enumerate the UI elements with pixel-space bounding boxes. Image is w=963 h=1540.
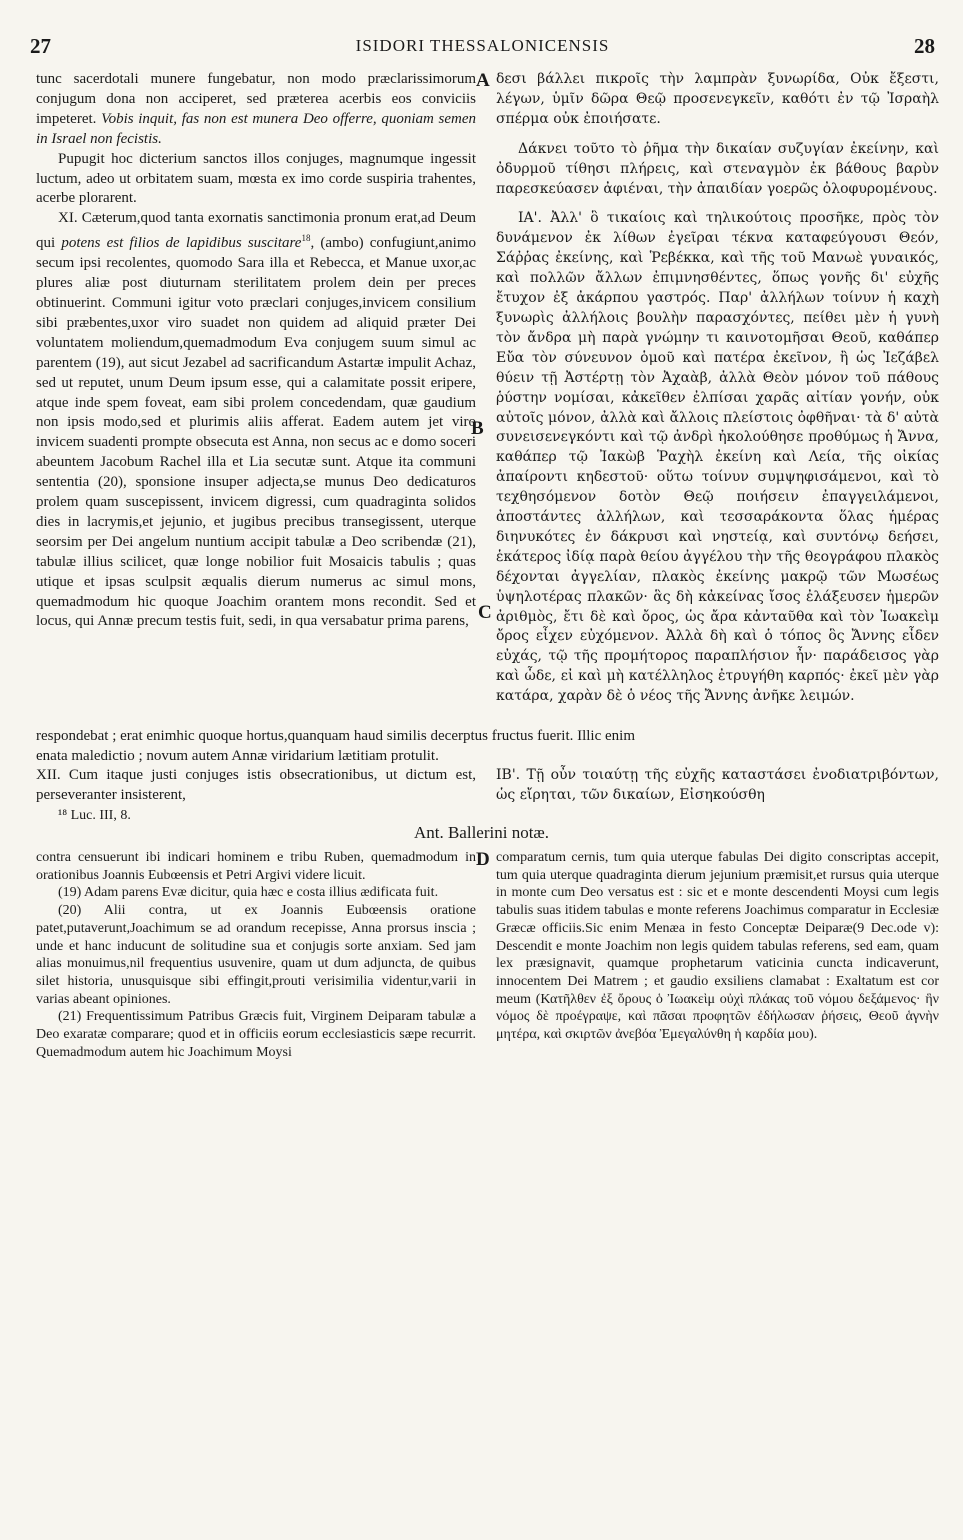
section-marker-b: B bbox=[471, 418, 484, 439]
section-marker-a: A bbox=[476, 70, 490, 91]
running-title: ISIDORI THESSALONICENSIS bbox=[355, 36, 610, 55]
page-header bbox=[30, 34, 935, 62]
greek-section-ib: ΙΒ'. Τῇ οὖν τοιαύτῃ τῆς εὐχῆς καταστάσει ἐνοδιατριβόντων, ὡς εἴρηται, τῶν δικαίων, Εἰσηκούσθη bbox=[496, 767, 939, 803]
greek-paragraph: ΙΑ'. Ἀλλ' ὃ τικαίοις καὶ τηλικούτοις προσῆκε, πρὸς τὸν δυνάμενον ἐκ λίθων ἐγεῖραι τέκνα καταφεύγουσι Θεόν, Σάῤῥας ἐκείνης, καὶ Ῥεβέκκα, καὶ τῆς τοῦ Μανωὲ γυναικός, καὶ πολλῶν ἄλλων ἐπιμνησθέντες, ὅπως γονῆς δι' εὐχῆς ἔτυχον ἐξ ἀκάρπου γαστρός. Παρ' ἀλλήλων τοίνυν ἡ καχὴ ξυνωρὶς ἀλλήλοις βουλὴν παρασχόντες, πείθει μὲν ἡ γυνὴ τὸν ἄνδρα μὴ παρὰ γνώμην τι καινοτομῆσαι Θεοῦ, καθάπερ Εὔα τὸν σύνευνον ὁμοῦ καὶ πατέρα ἐκεῖνον, ἢ ὡς Ἰεζάβελ θύειν τῇ Ἀστέρτῃ τὸν Ἀχαὰβ, ἀλλὰ Θεὸν μόνον τοῦ πάθους ῥύστην νομίσαι, κἀκεῖθεν ἐλπίσαι χαρᾶς αἰτίαν γονήν, οὐκ αὐτοῖς μόνον, ἀλλὰ καὶ ἄλλοις πλείστοις ὀφθῆναι· τὰ δ' αὐτὰ συνεισενεγκόντι καὶ τῷ ἀνδρὶ ἠκολούθησε προθύμως ἡ Ἄννα, καθάπερ τῷ Ἰακὼβ Ῥαχὴλ ἐκείνη καὶ Λεία, τῆς οἰκίας ἀπαίροντι κηδεστοῦ· οὕτω τοίνυν συμψηφισάμενοι, καὶ τὸ τεχθησόμενον δοτὸν Θεῷ ποιήσειν ἐπαγγειλάμενοι, ἀποστάντες ἀλλήλων, καὶ τεσσαράκοντα ὅλας ἡμέρας διηνυκότες ἐν δάκρυσι καὶ νηστείᾳ, καὶ συντόνῳ δεήσει, ἑκάτερος ἰδίᾳ παρὰ θείου ἀγγέλου τὴν τῆς θεογράφου πλακὸς δέχονται ἀγγελίαν, πλακὸς ἐκείνης μακρῷ τῶν Μωσέως ὑψηλοτέρας πλακῶν· ἃς δὴ κἀκείνας ἴσος ἐλάξευσεν ἡμερῶν ἀριθμὸς, ἔτι δὲ καὶ ὄρος, ὡς ἄρα κἀνταῦθα καὶ τὸν Ἰωακεὶμ ὄρος εἶχεν εὐχόμενον. Ἀλλὰ δὴ καὶ ὁ τόπος ὃς Ἄννης εἶδεν εὐχάς, τῷ τῆς προμήτορος παραπλήσιον ἦν· παράδεισος γὰρ καὶ ὧδε, εἰ καὶ μὴ κατέλληλος ἐτρυγήθη καρπός· ἐκεῖ μὲν γὰρ κατάρα, χαρὰν δὲ ὁ νέος τῆς Ἄννης ἀνῆκε λειμών. bbox=[496, 210, 939, 705]
notes-right-column bbox=[496, 849, 939, 1044]
note-paragraph: (20) Alii contra, ut ex Joannis Eubœensis oratione patet,putaverunt,Joachimum se ad orandum recepisse, Anna prorsus inscia ; unde et hanc inducunt de solitudine sua et conjugis sorte anxiam. Sed jam alias monuimus,nil frequentius usuvenire, quam ut dum adjuncta, de quibus silet historia, unusquisque sibi effingit,prouti verisimilia videntur,varii in varias abeant opiniones. bbox=[36, 903, 476, 1007]
latin-quote: Vobis inquit, fas non est munera Deo offerre, quoniam semen in Israel non fecistis. bbox=[36, 110, 476, 147]
section-marker-c: C bbox=[478, 602, 492, 623]
latin-column bbox=[36, 70, 476, 632]
footnote: ¹⁸ Luc. III, 8. bbox=[58, 808, 131, 823]
latin-quote: potens est filios de lapidibus suscitare bbox=[61, 235, 302, 252]
note-paragraph: contra censuerunt ibi indicari hominem e tribu Ruben, quemadmodum in orationibus Joannis Eubœensis et Petri Argivi videre licuit. bbox=[36, 850, 476, 883]
greek-column bbox=[496, 70, 939, 707]
full-width-line: enata maledictio ; novum autem Annæ viridarium lætitiam protulit. bbox=[36, 747, 439, 764]
greek-paragraph: Δάκνει τοῦτο τὸ ῥῆμα τὴν δικαίαν συζυγίαν ἐκείνην, καὶ ὀδυρμοῦ τίθησι πλήρεις, καὶ στεναγμὸν ἐκ βάθους βαρὺν παρεσκεύασεν ἀφιέναι, τὴν ἀπαιδίαν γοερῶς ὀλοφυρομένους. bbox=[496, 140, 939, 197]
latin-section-xii: XII. Cum itaque justi conjuges istis obsecrationibus, ut dictum est, perseveranter insisterent, bbox=[36, 767, 476, 803]
section-marker-d: D bbox=[476, 849, 490, 870]
greek-paragraph: δεσι βάλλει πικροῖς τὴν λαμπρὰν ξυνωρίδα, Οὐκ ἔξεστι, λέγων, ὑμῖν δῶρα Θεῷ προσενεγκεῖν, καθότι ἐν τῷ Ἰσραὴλ σπέρμα οὐκ ἐποιήσατε. bbox=[496, 71, 939, 127]
notes-left-column bbox=[36, 849, 476, 1061]
latin-paragraph bbox=[36, 209, 476, 632]
latin-text: XI. Cæterum,quod tanta exornatis sanctimonia pronum erat,ad Deum qui bbox=[36, 210, 476, 252]
note-paragraph: comparatum cernis, tum quia uterque fabulas Dei digito conscriptas accepit, tum quia uterque quadraginta dierum jejunium præmisit,et rursus quia uterque in monte cum Deo versatus est : sic et e monte descendenti Moysi cum legis tabulis suas itidem tabulas e monte referens Joachimus comparatur in Ecclesiæ Græcæ officiis.Sic enim Menæa in festo Conceptæ Deiparæ(9 Dec.ode v): Descendit e monte Joachim non legis quidem tabulas referens, sed eam, quam lex præsignavit, quamque prophetarum vaticinia cuncta indicaverunt, innocentem Dei Matrem ; et gaudio exsiliens clamabat : Exaltatum est cor meum (Κατῆλθεν ἐξ ὄρους ὁ Ἰωακεὶμ οὐχὶ πλάκας τοῦ νόμου δεξάμενος· ἣν νόμος δὲ προέγραψε, καὶ πᾶσαι προφητῶν ἐδήλωσαν ῥήσεις, Θεοῦ ἁγνὴν μητέρα, καὶ σκιρτῶν ἀνεβόα Ἐμεγαλύνθη ἡ καρδία μου). bbox=[496, 850, 939, 1043]
latin-paragraph bbox=[36, 70, 476, 150]
footnote-ref: 18 bbox=[301, 233, 311, 244]
notes-title: Ant. Ballerini notæ. bbox=[413, 823, 550, 842]
latin-text: tunc sacerdotali munere fungebatur, non modo præclarissimorum conjugum dona non acciperet, sed præterea acerbis eos conviciis impeteret. bbox=[36, 71, 476, 127]
page-number-right: 28 bbox=[914, 34, 935, 58]
note-paragraph: (21) Frequentissimum Patribus Græcis fuit, Virginem Deiparam tabulæ a Deo exaratæ comparare; quod et in officiis eorum ecclesiasticis sæpe recurrit. Quemadmodum autem hic Joachimum Moysi bbox=[36, 1009, 476, 1060]
full-width-line: respondebat ; erat enimhic quoque hortus,quanquam haud similis decerptus fructus fuerit. Illic enim bbox=[36, 728, 636, 744]
note-paragraph: (19) Adam parens Evæ dicitur, quia hæc e costa illius ædificata fuit. bbox=[58, 885, 439, 901]
full-width-text bbox=[36, 727, 939, 767]
latin-text: , (ambo) confugiunt,animo secum ipsi recolentes, quomodo Sara illa et Rebecca, et Manue uxor,ac plures aliæ post diuturnam sterilitatem prolem dein per preces obtinuerint. Communi igitur voto præclari conjuges,invicem consilium sibi præbentes,uxor viro suadet non quidem ad aliquid præter Dei voluntatem moliendum,quemadmodum Eva conjugem suum simul ac parentem (19), aut sicut Jezabel ad sacrificandum Astartæ impulit Achaz, sed ut reputet, unum Deum ipsum esse, qui a calamitate possit eripere, atque inde spem foveat, eam sibi prolem concedendam, quæ gaudium non ipsis modo,sed et plurimis aliis afferat. Eadem autem jet viro invicem suadenti prompte obsecuta est Anna, non secus ac e domo soceri abeuntem Jacobum Rachel illa et Lia secutæ sunt. Atque ita communi sententia (20), sponsione insuper adjecta,se munus Deo dedicaturos prolem quam suscepissent, invicem digressi, cum quadraginta solidos dies in lacrymis,et jejunio, et jugibus precibus transegissent, uterque seorsim per Dei angelum nuntium accipit tabulæ a Deo scribendæ (21), tabulæ illius scilicet, quæ longe nobilior fuit Mosaicis tabulis ; quas utique et ipsas sculpsit æqualis dierum numerus ac simul mons, quemadmodum hic quoque Joachim orantem mons recondit. Sed et locus, qui Annæ precum testis fuit, sedi, in qua versabatur prima parens, bbox=[36, 235, 477, 630]
latin-paragraph: Pupugit hoc dicterium sanctos illos conjuges, magnumque ingessit luctum, adeo ut orbitatem suam, mœsta ex imo corde suspiria trahentes, acerbe plorarent. bbox=[36, 150, 476, 207]
page-number-left: 27 bbox=[30, 34, 51, 58]
